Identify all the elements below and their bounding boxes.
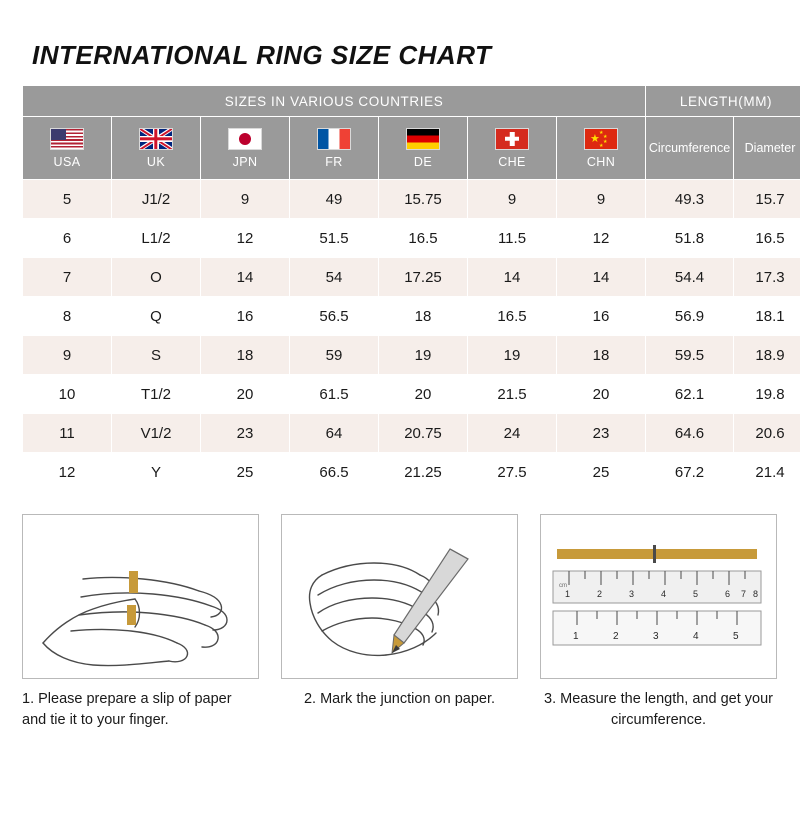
cell-jpn: 20 xyxy=(201,375,290,414)
cell-de: 18 xyxy=(379,297,468,336)
svg-text:5: 5 xyxy=(693,589,698,599)
step-3-image-frame xyxy=(540,514,777,679)
flag-japan-icon xyxy=(228,128,262,150)
cell-fr: 64 xyxy=(290,414,379,453)
flag-uk-icon xyxy=(139,128,173,150)
cell-uk: V1/2 xyxy=(112,414,201,453)
table-row xyxy=(23,453,800,492)
svg-text:7: 7 xyxy=(741,589,746,599)
flag-france-icon xyxy=(317,128,351,150)
cell-jpn: 9 xyxy=(201,180,290,219)
table-row xyxy=(23,414,800,453)
cell-chn: 12 xyxy=(557,219,646,258)
hand-with-paper-strip-icon xyxy=(23,515,258,678)
column-header-diameter: Diameter xyxy=(734,117,800,180)
cell-uk: J1/2 xyxy=(112,180,201,219)
table-flag-header-row xyxy=(23,117,800,180)
cell-circumference: 62.1 xyxy=(646,375,734,414)
svg-text:2: 2 xyxy=(597,589,602,599)
cell-usa: 6 xyxy=(23,219,112,258)
country-code-uk: UK xyxy=(147,155,165,169)
column-header-de xyxy=(379,117,468,180)
cell-fr: 61.5 xyxy=(290,375,379,414)
column-header-jpn xyxy=(201,117,290,180)
svg-text:4: 4 xyxy=(661,589,666,599)
svg-text:2: 2 xyxy=(613,631,619,642)
flag-germany-icon xyxy=(406,128,440,150)
cell-circumference: 51.8 xyxy=(646,219,734,258)
svg-text:8: 8 xyxy=(753,589,758,599)
column-header-chn xyxy=(557,117,646,180)
table-row xyxy=(23,336,800,375)
table-row xyxy=(23,180,800,219)
svg-text:3: 3 xyxy=(653,631,659,642)
cell-circumference: 49.3 xyxy=(646,180,734,219)
cell-fr: 66.5 xyxy=(290,453,379,492)
cell-circumference: 64.6 xyxy=(646,414,734,453)
cell-chn: 9 xyxy=(557,180,646,219)
cell-usa: 12 xyxy=(23,453,112,492)
cell-circumference: 67.2 xyxy=(646,453,734,492)
cell-circumference: 59.5 xyxy=(646,336,734,375)
cell-uk: O xyxy=(112,258,201,297)
cell-uk: Q xyxy=(112,297,201,336)
cell-diameter: 21.4 xyxy=(734,453,800,492)
cell-diameter: 18.9 xyxy=(734,336,800,375)
cell-uk: T1/2 xyxy=(112,375,201,414)
country-code-usa: USA xyxy=(54,155,81,169)
ring-size-chart-page xyxy=(0,40,800,840)
cell-che: 9 xyxy=(468,180,557,219)
cell-diameter: 15.7 xyxy=(734,180,800,219)
svg-text:1: 1 xyxy=(573,631,579,642)
ruler-bottom xyxy=(553,611,761,645)
cell-usa: 10 xyxy=(23,375,112,414)
flag-china-icon: ★ ★ ★ ★ ★ xyxy=(584,128,618,150)
cell-che: 11.5 xyxy=(468,219,557,258)
cell-jpn: 12 xyxy=(201,219,290,258)
svg-text:cm: cm xyxy=(559,583,567,589)
cell-de: 20.75 xyxy=(379,414,468,453)
step-3-caption: 3. Measure the length, and get your circumference. xyxy=(540,689,777,731)
step-2 xyxy=(281,514,518,731)
cell-de: 15.75 xyxy=(379,180,468,219)
cell-de: 20 xyxy=(379,375,468,414)
measurement-steps xyxy=(22,514,778,731)
cell-diameter: 20.6 xyxy=(734,414,800,453)
cell-usa: 5 xyxy=(23,180,112,219)
cell-diameter: 16.5 xyxy=(734,219,800,258)
cell-circumference: 54.4 xyxy=(646,258,734,297)
cell-de: 17.25 xyxy=(379,258,468,297)
cell-uk: S xyxy=(112,336,201,375)
cell-usa: 9 xyxy=(23,336,112,375)
hand-marking-with-pen-icon xyxy=(282,515,517,678)
cell-chn: 23 xyxy=(557,414,646,453)
country-code-de: DE xyxy=(414,155,432,169)
column-header-usa xyxy=(23,117,112,180)
column-header-circumference: Circumference xyxy=(646,117,734,180)
table-row xyxy=(23,375,800,414)
cell-fr: 49 xyxy=(290,180,379,219)
svg-text:1: 1 xyxy=(565,589,570,599)
step-2-image-frame xyxy=(281,514,518,679)
svg-text:4: 4 xyxy=(693,631,699,642)
cell-chn: 14 xyxy=(557,258,646,297)
cell-chn: 18 xyxy=(557,336,646,375)
cell-de: 21.25 xyxy=(379,453,468,492)
cell-diameter: 19.8 xyxy=(734,375,800,414)
step-1 xyxy=(22,514,259,731)
column-header-che xyxy=(468,117,557,180)
step-1-image-frame xyxy=(22,514,259,679)
cell-jpn: 16 xyxy=(201,297,290,336)
country-code-jpn: JPN xyxy=(233,155,258,169)
column-header-uk xyxy=(112,117,201,180)
country-code-chn: CHN xyxy=(587,155,615,169)
cell-fr: 56.5 xyxy=(290,297,379,336)
cell-jpn: 18 xyxy=(201,336,290,375)
cell-circumference: 56.9 xyxy=(646,297,734,336)
flag-switzerland-icon xyxy=(495,128,529,150)
cell-jpn: 25 xyxy=(201,453,290,492)
cell-usa: 8 xyxy=(23,297,112,336)
cell-fr: 54 xyxy=(290,258,379,297)
cell-uk: Y xyxy=(112,453,201,492)
ruler-top xyxy=(553,571,761,603)
svg-text:6: 6 xyxy=(725,589,730,599)
cell-che: 19 xyxy=(468,336,557,375)
group-header-countries: SIZES IN VARIOUS COUNTRIES xyxy=(23,86,646,117)
cell-de: 19 xyxy=(379,336,468,375)
country-code-fr: FR xyxy=(325,155,342,169)
step-1-caption: 1. Please prepare a slip of paper and tie it to your finger. xyxy=(22,689,259,731)
step-2-caption: 2. Mark the junction on paper. xyxy=(281,689,518,710)
table-row xyxy=(23,258,800,297)
cell-chn: 20 xyxy=(557,375,646,414)
cell-jpn: 23 xyxy=(201,414,290,453)
page-title: INTERNATIONAL RING SIZE CHART xyxy=(32,40,778,71)
cell-fr: 51.5 xyxy=(290,219,379,258)
cell-chn: 16 xyxy=(557,297,646,336)
cell-usa: 11 xyxy=(23,414,112,453)
step-3 xyxy=(540,514,777,731)
table-group-header-row xyxy=(23,86,800,117)
cell-che: 27.5 xyxy=(468,453,557,492)
country-code-che: CHE xyxy=(498,155,526,169)
cell-chn: 25 xyxy=(557,453,646,492)
cell-diameter: 18.1 xyxy=(734,297,800,336)
cell-che: 24 xyxy=(468,414,557,453)
cell-diameter: 17.3 xyxy=(734,258,800,297)
svg-text:3: 3 xyxy=(629,589,634,599)
group-header-length: LENGTH(MM) xyxy=(646,86,800,117)
cell-usa: 7 xyxy=(23,258,112,297)
cell-jpn: 14 xyxy=(201,258,290,297)
cell-che: 21.5 xyxy=(468,375,557,414)
table-body xyxy=(23,180,800,492)
svg-text:5: 5 xyxy=(733,631,739,642)
cell-de: 16.5 xyxy=(379,219,468,258)
column-header-fr xyxy=(290,117,379,180)
flag-usa-icon xyxy=(50,128,84,150)
table-row xyxy=(23,219,800,258)
ruler-measuring-strip-icon xyxy=(541,515,776,678)
ring-size-table xyxy=(22,85,800,492)
cell-fr: 59 xyxy=(290,336,379,375)
cell-uk: L1/2 xyxy=(112,219,201,258)
cell-che: 14 xyxy=(468,258,557,297)
table-row xyxy=(23,297,800,336)
cell-che: 16.5 xyxy=(468,297,557,336)
pen-shape xyxy=(392,549,468,653)
